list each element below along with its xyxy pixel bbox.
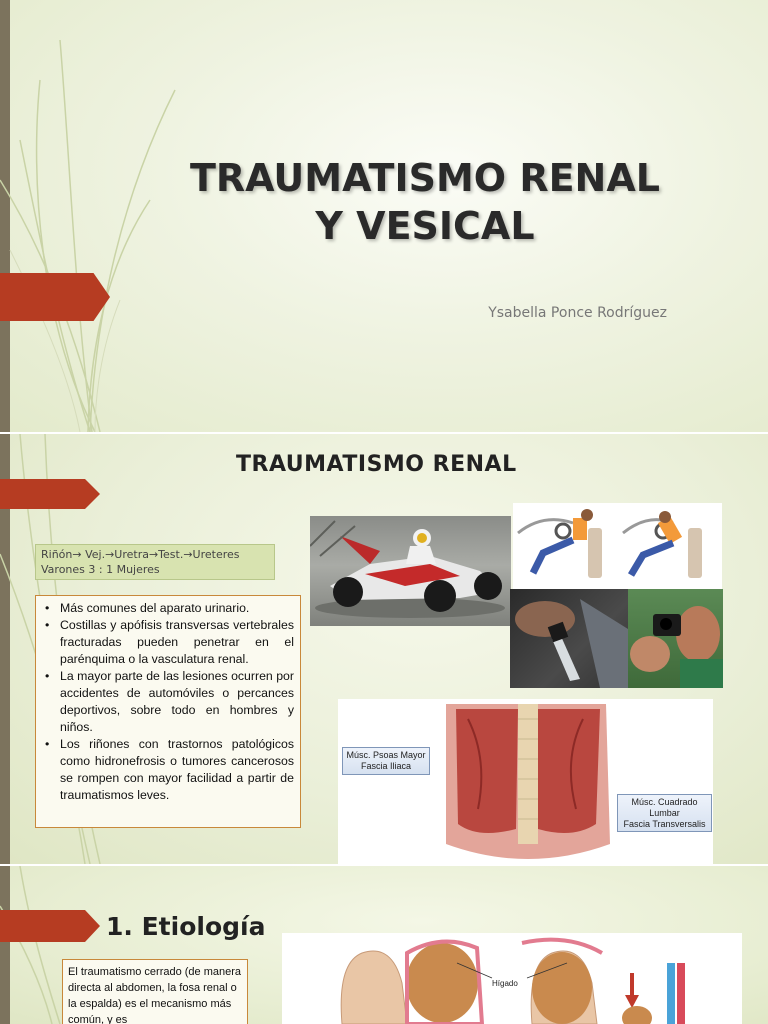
back-anatomy-image: [338, 699, 713, 864]
cuadrado-label-line2: Lumbar: [649, 808, 680, 818]
cuadrado-label-line1: Músc. Cuadrado: [631, 797, 698, 807]
slide-arrow-marker: [0, 910, 100, 942]
car-impact-diagram-image: [513, 503, 722, 589]
bullet-list-box: [35, 595, 301, 828]
highlight-box: [35, 544, 275, 580]
race-car-crash-image: [310, 516, 511, 626]
bullet-item: • Más comunes del aparato urinario.: [42, 600, 294, 617]
sex-ratio-text: Varones 3 : 1 Mujeres: [41, 563, 160, 576]
bullet-item: • Costillas y apófisis transversas vertebrales fracturadas pueden penetrar en el parénquima o la vasculatura renal.: [42, 617, 294, 668]
etiologia-text-box: [62, 959, 248, 1024]
psoas-label-line2: Fascia Iliaca: [360, 761, 412, 771]
etiologia-text: El traumatismo cerrado (de manera directa al abdomen, la fosa renal o la espalda) es el mecanismo más común, y es: [68, 966, 242, 1024]
cuadrado-label: [617, 794, 712, 832]
slide-etiologia: [0, 866, 768, 1024]
slide-traumatismo-renal: [0, 434, 768, 864]
liver-label: Hígado: [492, 979, 518, 988]
psoas-label: [342, 747, 430, 775]
slide-title: [0, 0, 768, 432]
cuadrado-label-line3: Fascia Transversalis: [623, 819, 706, 829]
kidney-trauma-diagram-image: [282, 933, 742, 1024]
author-name: Ysabella Ponce Rodríguez: [488, 305, 667, 321]
gun-image: [628, 589, 723, 688]
slide-title: 1. Etiología: [106, 912, 266, 941]
slide-title: TRAUMATISMO RENAL: [236, 452, 517, 477]
bullet-item: • Los riñones con trastornos patológicos como hidronefrosis o tumores cancerosos se rompen con mayor facilidad a partir de traumatismos leves.: [42, 736, 294, 804]
organ-order-text: Riñón→ Vej.→Uretra→Test.→Ureteres: [41, 548, 240, 561]
bullet-item: • La mayor parte de las lesiones ocurren por accidentes de automóviles o percances deportivos, sobre todo en hombres y niños.: [42, 668, 294, 736]
slide-arrow-marker: [0, 479, 100, 509]
presentation-title: TRAUMATISMO RENAL Y VESICAL: [190, 156, 660, 248]
knife-image: [510, 589, 628, 688]
psoas-label-line1: Músc. Psoas Mayor: [346, 750, 426, 760]
title-arrow-marker: [0, 273, 110, 321]
